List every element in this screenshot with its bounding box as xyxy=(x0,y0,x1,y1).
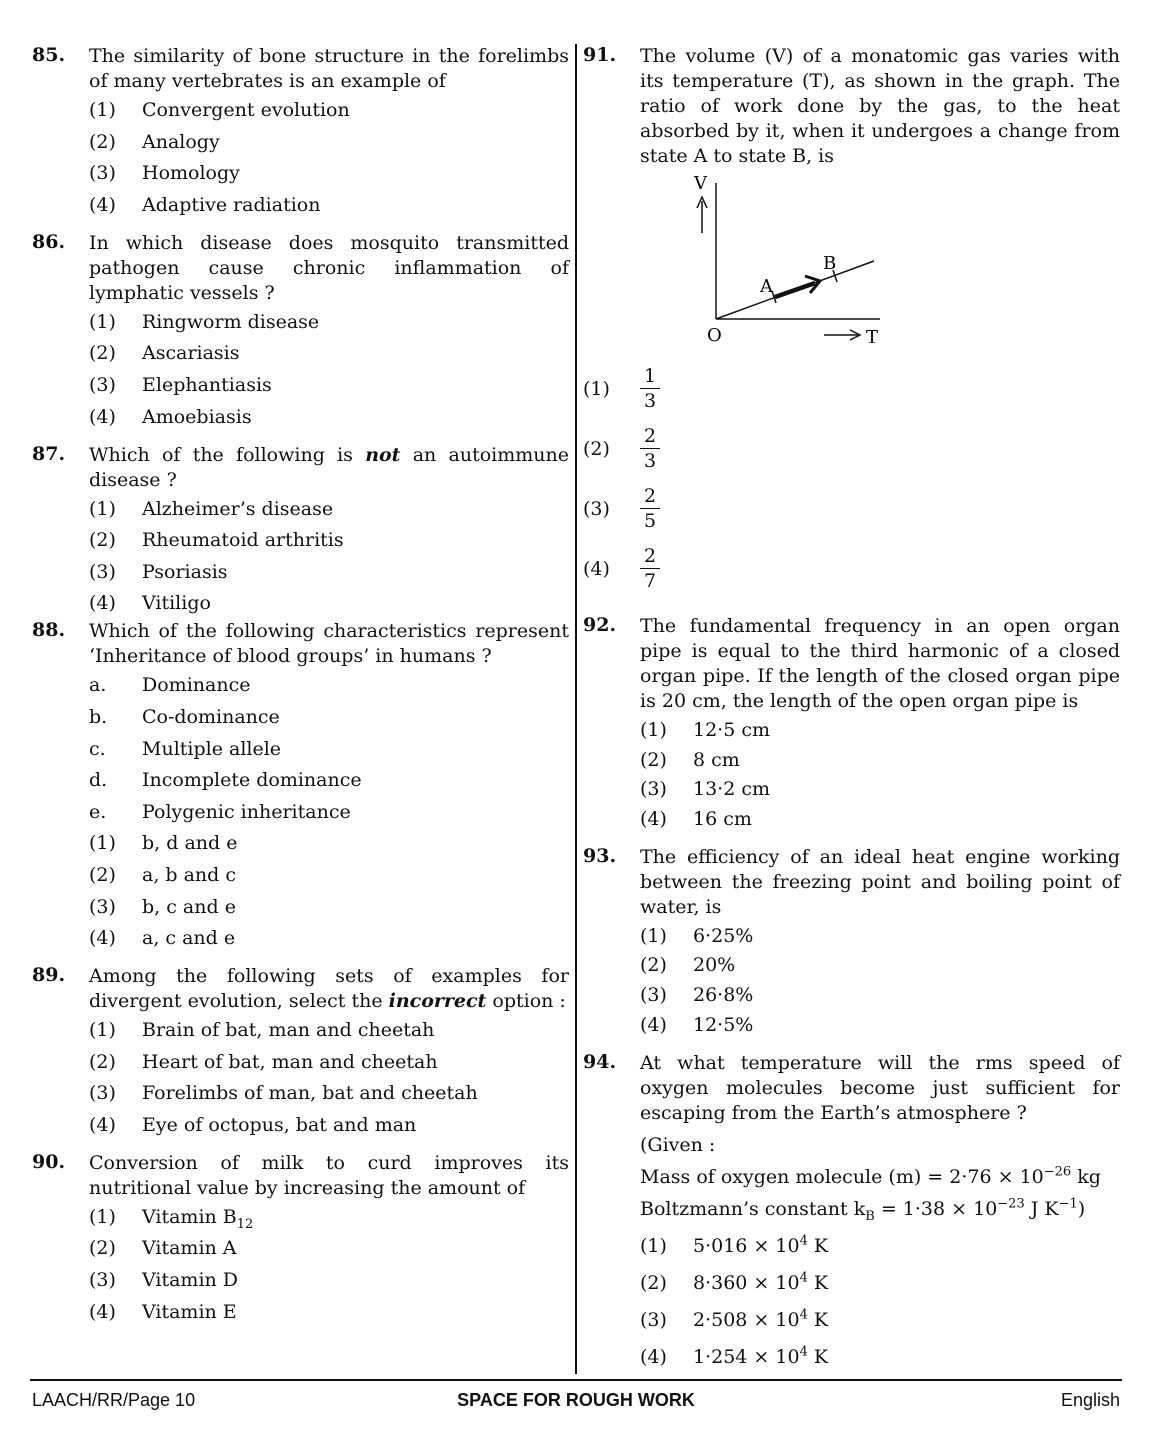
statement-text: Multiple allele xyxy=(142,737,282,760)
option-text: Ringworm disease xyxy=(142,310,320,333)
option-3[interactable] xyxy=(89,1081,569,1105)
question-stem: The volume (V) of a monatomic gas varies with its temperature (T), as shown in the graph. The ratio of work done by the gas, to the heat absorbed by it, when it undergoes a change from state A to state B, is xyxy=(640,45,1120,167)
option-label: (2) xyxy=(89,1237,116,1260)
rough-work-label: SPACE FOR ROUGH WORK xyxy=(457,1390,695,1410)
origin-label: O xyxy=(707,325,722,346)
option-text: b, d and e xyxy=(142,832,238,855)
option-3[interactable] xyxy=(583,484,1120,544)
option-label: (4) xyxy=(640,1013,667,1036)
option-text: 20% xyxy=(693,954,736,977)
option-4[interactable] xyxy=(640,1013,1120,1037)
option-label: (2) xyxy=(89,342,116,365)
question-stem: In which disease does mosquito transmitted pathogen cause chronic inflammation of lymphatic vessels ? xyxy=(89,231,569,304)
question-90 xyxy=(32,1151,569,1324)
exponent: −23 xyxy=(997,1196,1025,1212)
option-4[interactable] xyxy=(640,807,1120,831)
numerator: 2 xyxy=(640,544,660,569)
question-stem: The efficiency of an ideal heat engine working between the freezing point and boiling point of water, is xyxy=(640,845,1120,918)
option-2[interactable] xyxy=(640,1271,1120,1295)
fraction xyxy=(640,544,660,593)
option-text: Convergent evolution xyxy=(142,99,350,121)
option-label: (4) xyxy=(89,193,116,216)
option-text: a, b and c xyxy=(142,863,237,886)
question-94 xyxy=(583,1051,1120,1369)
given-text: = 1·38 × 10 xyxy=(874,1197,998,1220)
option-1[interactable] xyxy=(89,831,569,855)
exponent: 4 xyxy=(799,1307,808,1323)
fraction xyxy=(640,484,660,533)
footer-rule xyxy=(30,1379,1122,1381)
option-text: 1·254 × 10 xyxy=(693,1345,800,1368)
question-93 xyxy=(583,845,1120,1037)
option-4[interactable] xyxy=(89,1113,569,1137)
option-text: 26·8% xyxy=(693,983,754,1006)
option-2[interactable] xyxy=(583,424,1120,484)
column-divider xyxy=(575,44,577,1374)
option-label: (1) xyxy=(89,497,116,520)
vt-graph-svg xyxy=(680,175,890,355)
option-3[interactable] xyxy=(640,1308,1120,1332)
option-3[interactable] xyxy=(89,895,569,919)
denominator: 7 xyxy=(643,570,657,592)
exponent: −26 xyxy=(1043,1164,1072,1180)
option-label: (1) xyxy=(640,719,667,741)
option-text: K xyxy=(807,1271,829,1294)
stem-emphasis: not xyxy=(365,443,401,466)
page-code: LAACH/RR/Page 10 xyxy=(32,1390,196,1410)
option-4[interactable] xyxy=(89,1300,569,1324)
statement-label: c. xyxy=(89,737,106,760)
option-text: Amoebiasis xyxy=(142,405,252,428)
option-text: 2·508 × 10 xyxy=(693,1308,800,1331)
option-label: (3) xyxy=(89,560,116,583)
option-text: Vitamin A xyxy=(142,1237,237,1260)
option-1[interactable] xyxy=(640,718,1120,742)
option-text: b, c and e xyxy=(142,895,236,918)
option-text: Heart of bat, man and cheetah xyxy=(142,1050,438,1073)
option-1[interactable] xyxy=(89,98,569,122)
option-2[interactable] xyxy=(89,1050,569,1074)
question-86 xyxy=(32,231,569,429)
point-b-label: B xyxy=(823,253,837,274)
statement-e xyxy=(89,800,569,824)
statement-label: d. xyxy=(89,769,108,792)
given-boltzmann xyxy=(640,1194,1120,1224)
option-label: (3) xyxy=(640,1308,667,1331)
option-label: (2) xyxy=(640,748,667,771)
statement-c xyxy=(89,737,569,761)
question-number: 86. xyxy=(32,230,66,253)
stem-text: Which of the following is xyxy=(89,443,366,466)
statement-text: Co-dominance xyxy=(142,705,280,728)
question-91 xyxy=(583,44,1120,360)
volume-temperature-graph xyxy=(680,175,1120,360)
option-3[interactable] xyxy=(640,777,1120,801)
question-number: 85. xyxy=(32,44,66,66)
option-text: 16 cm xyxy=(693,807,752,830)
option-text: a, c and e xyxy=(142,927,236,950)
question-stem xyxy=(89,443,569,493)
option-text: 5·016 × 10 xyxy=(693,1234,800,1257)
option-text: Vitamin D xyxy=(142,1269,239,1292)
statement-text: Polygenic inheritance xyxy=(142,800,351,823)
question-stem: At what temperature will the rms speed of oxygen molecules become just sufficient for escaping from the Earth’s atmosphere ? xyxy=(640,1051,1120,1124)
option-label: (1) xyxy=(89,1019,116,1042)
question-number: 94. xyxy=(583,1050,617,1073)
option-text: Homology xyxy=(142,162,240,185)
left-column xyxy=(32,44,569,1338)
option-2[interactable] xyxy=(640,748,1120,772)
option-text: Psoriasis xyxy=(142,560,228,583)
option-text: Alzheimer’s disease xyxy=(142,497,334,520)
process-arrow xyxy=(775,283,815,297)
option-text: Vitamin B xyxy=(142,1205,237,1228)
subscript: B xyxy=(865,1208,875,1224)
exponent: 4 xyxy=(799,1270,808,1286)
option-text: Brain of bat, man and cheetah xyxy=(142,1019,435,1042)
option-label: (2) xyxy=(89,130,116,153)
statement-a xyxy=(89,673,569,697)
option-2[interactable] xyxy=(89,1236,569,1260)
option-2[interactable] xyxy=(89,341,569,365)
option-1[interactable] xyxy=(89,497,569,521)
option-text: Analogy xyxy=(142,130,220,153)
statement-label: a. xyxy=(89,674,107,697)
question-number: 91. xyxy=(583,44,617,66)
option-label: (2) xyxy=(89,529,116,552)
question-stem xyxy=(89,964,569,1014)
question-87 xyxy=(32,443,569,616)
option-label: (2) xyxy=(89,863,116,886)
option-subscript: 12 xyxy=(236,1216,254,1232)
question-stem: The fundamental frequency in an open organ pipe is equal to the third harmonic of a closed organ pipe. If the length of the closed organ pipe is 20 cm, the length of the open organ pipe is xyxy=(640,615,1120,712)
option-label: (3) xyxy=(89,1269,116,1292)
option-label: (3) xyxy=(89,162,116,185)
option-4[interactable] xyxy=(640,1345,1120,1369)
option-text: Eye of octopus, bat and man xyxy=(142,1113,417,1136)
option-text: Adaptive radiation xyxy=(142,193,321,216)
exponent: 4 xyxy=(799,1233,808,1249)
option-label: (1) xyxy=(583,378,610,400)
option-2[interactable] xyxy=(640,953,1120,977)
option-3[interactable] xyxy=(89,161,569,185)
statement-text: Incomplete dominance xyxy=(142,769,362,792)
question-number: 89. xyxy=(32,964,66,987)
question-88 xyxy=(32,619,569,950)
option-text: K xyxy=(807,1345,829,1368)
option-label: (1) xyxy=(89,832,116,855)
option-1[interactable] xyxy=(583,364,1120,424)
option-1[interactable] xyxy=(89,1018,569,1042)
question-number: 93. xyxy=(583,844,617,867)
option-label: (2) xyxy=(640,1271,667,1294)
option-2[interactable] xyxy=(89,130,569,154)
question-91-options xyxy=(583,364,1120,604)
statement-label: b. xyxy=(89,705,108,728)
point-a-label: A xyxy=(760,276,773,297)
option-text: Vitamin E xyxy=(142,1300,237,1323)
question-number: 87. xyxy=(32,442,66,465)
option-label: (2) xyxy=(583,438,610,460)
option-label: (2) xyxy=(89,1050,116,1073)
question-89 xyxy=(32,964,569,1137)
question-stem: Conversion of milk to curd improves its nutritional value by increasing the amount of xyxy=(89,1151,569,1199)
option-label: (3) xyxy=(640,983,667,1006)
option-text: Vitiligo xyxy=(142,592,211,615)
denominator: 5 xyxy=(643,510,657,532)
question-92 xyxy=(583,614,1120,831)
option-4[interactable] xyxy=(89,405,569,429)
given-text: Mass of oxygen molecule (m) = 2·76 × 10 xyxy=(640,1165,1044,1188)
numerator: 2 xyxy=(640,484,660,509)
option-label: (1) xyxy=(640,924,667,947)
question-stem: Which of the following characteristics represent ‘Inheritance of blood groups’ in humans ? xyxy=(89,620,569,668)
option-label: (4) xyxy=(89,1113,116,1136)
question-number: 92. xyxy=(583,614,617,636)
option-3[interactable] xyxy=(89,1268,569,1292)
option-label: (4) xyxy=(640,807,667,830)
stem-text: Among the following sets of examples for divergent evolution, select the xyxy=(89,965,569,1013)
question-number: 90. xyxy=(32,1150,66,1173)
option-text: K xyxy=(807,1308,829,1331)
option-label: (1) xyxy=(89,99,116,121)
numerator: 2 xyxy=(640,424,660,449)
option-label: (4) xyxy=(89,592,116,615)
option-1[interactable] xyxy=(640,1234,1120,1258)
numerator: 1 xyxy=(640,364,660,389)
statement-text: Dominance xyxy=(142,674,251,697)
fraction xyxy=(640,364,660,413)
option-text: 8·360 × 10 xyxy=(693,1271,800,1294)
option-text: 6·25% xyxy=(693,924,754,947)
given-heading: (Given : xyxy=(640,1133,716,1156)
option-label: (1) xyxy=(89,1205,116,1228)
option-4[interactable] xyxy=(89,926,569,950)
option-label: (2) xyxy=(640,954,667,977)
option-text: Rheumatoid arthritis xyxy=(142,529,344,552)
denominator: 3 xyxy=(643,450,657,472)
given-text: J K xyxy=(1024,1197,1059,1220)
option-3[interactable] xyxy=(89,373,569,397)
option-label: (3) xyxy=(89,1082,116,1105)
right-column xyxy=(583,44,1120,1383)
question-number: 88. xyxy=(32,619,66,642)
option-label: (3) xyxy=(640,778,667,801)
option-1[interactable] xyxy=(89,310,569,334)
denominator: 3 xyxy=(643,390,657,412)
option-label: (4) xyxy=(89,405,116,428)
v-axis-label: V xyxy=(694,175,707,194)
given-text: ) xyxy=(1077,1197,1086,1220)
option-text: Ascariasis xyxy=(142,342,240,365)
language-label: English xyxy=(1060,1390,1120,1410)
option-1[interactable] xyxy=(640,924,1120,948)
t-axis-label: T xyxy=(866,327,879,348)
option-2[interactable] xyxy=(89,528,569,552)
option-3[interactable] xyxy=(89,560,569,584)
question-stem: The similarity of bone structure in the forelimbs of many vertebrates is an example of xyxy=(89,45,569,92)
option-label: (4) xyxy=(89,927,116,950)
option-text: Elephantiasis xyxy=(142,373,272,396)
statement-b xyxy=(89,705,569,729)
option-4[interactable] xyxy=(89,591,569,615)
option-text: 8 cm xyxy=(693,748,740,771)
option-text: Forelimbs of man, bat and cheetah xyxy=(142,1082,478,1105)
option-3[interactable] xyxy=(640,983,1120,1007)
statement-label: e. xyxy=(89,800,107,823)
option-text: K xyxy=(807,1234,829,1257)
statement-d xyxy=(89,768,569,792)
stem-emphasis: incorrect xyxy=(388,990,487,1013)
option-4[interactable] xyxy=(89,193,569,217)
question-85 xyxy=(32,44,569,217)
option-text: 13·2 cm xyxy=(693,778,771,801)
option-2[interactable] xyxy=(89,863,569,887)
option-label: (1) xyxy=(89,310,116,333)
given-mass xyxy=(640,1162,1120,1192)
given-text: kg xyxy=(1071,1165,1101,1188)
option-label: (4) xyxy=(640,1345,667,1368)
option-label: (1) xyxy=(640,1234,667,1257)
stem-text: option : xyxy=(486,990,566,1013)
option-label: (4) xyxy=(89,1300,116,1323)
option-label: (4) xyxy=(583,558,610,580)
exponent: 4 xyxy=(799,1344,808,1360)
fraction xyxy=(640,424,660,473)
option-label: (3) xyxy=(89,895,116,918)
option-label: (3) xyxy=(89,373,116,396)
option-text: 12·5% xyxy=(693,1013,754,1036)
stem-text: an autoimmune disease ? xyxy=(89,443,569,491)
option-text: 12·5 cm xyxy=(693,719,771,741)
exponent: −1 xyxy=(1058,1196,1078,1212)
option-1[interactable] xyxy=(89,1205,569,1232)
option-label: (3) xyxy=(583,498,610,520)
option-4[interactable] xyxy=(583,544,1120,604)
given-text: Boltzmann’s constant k xyxy=(640,1197,866,1220)
